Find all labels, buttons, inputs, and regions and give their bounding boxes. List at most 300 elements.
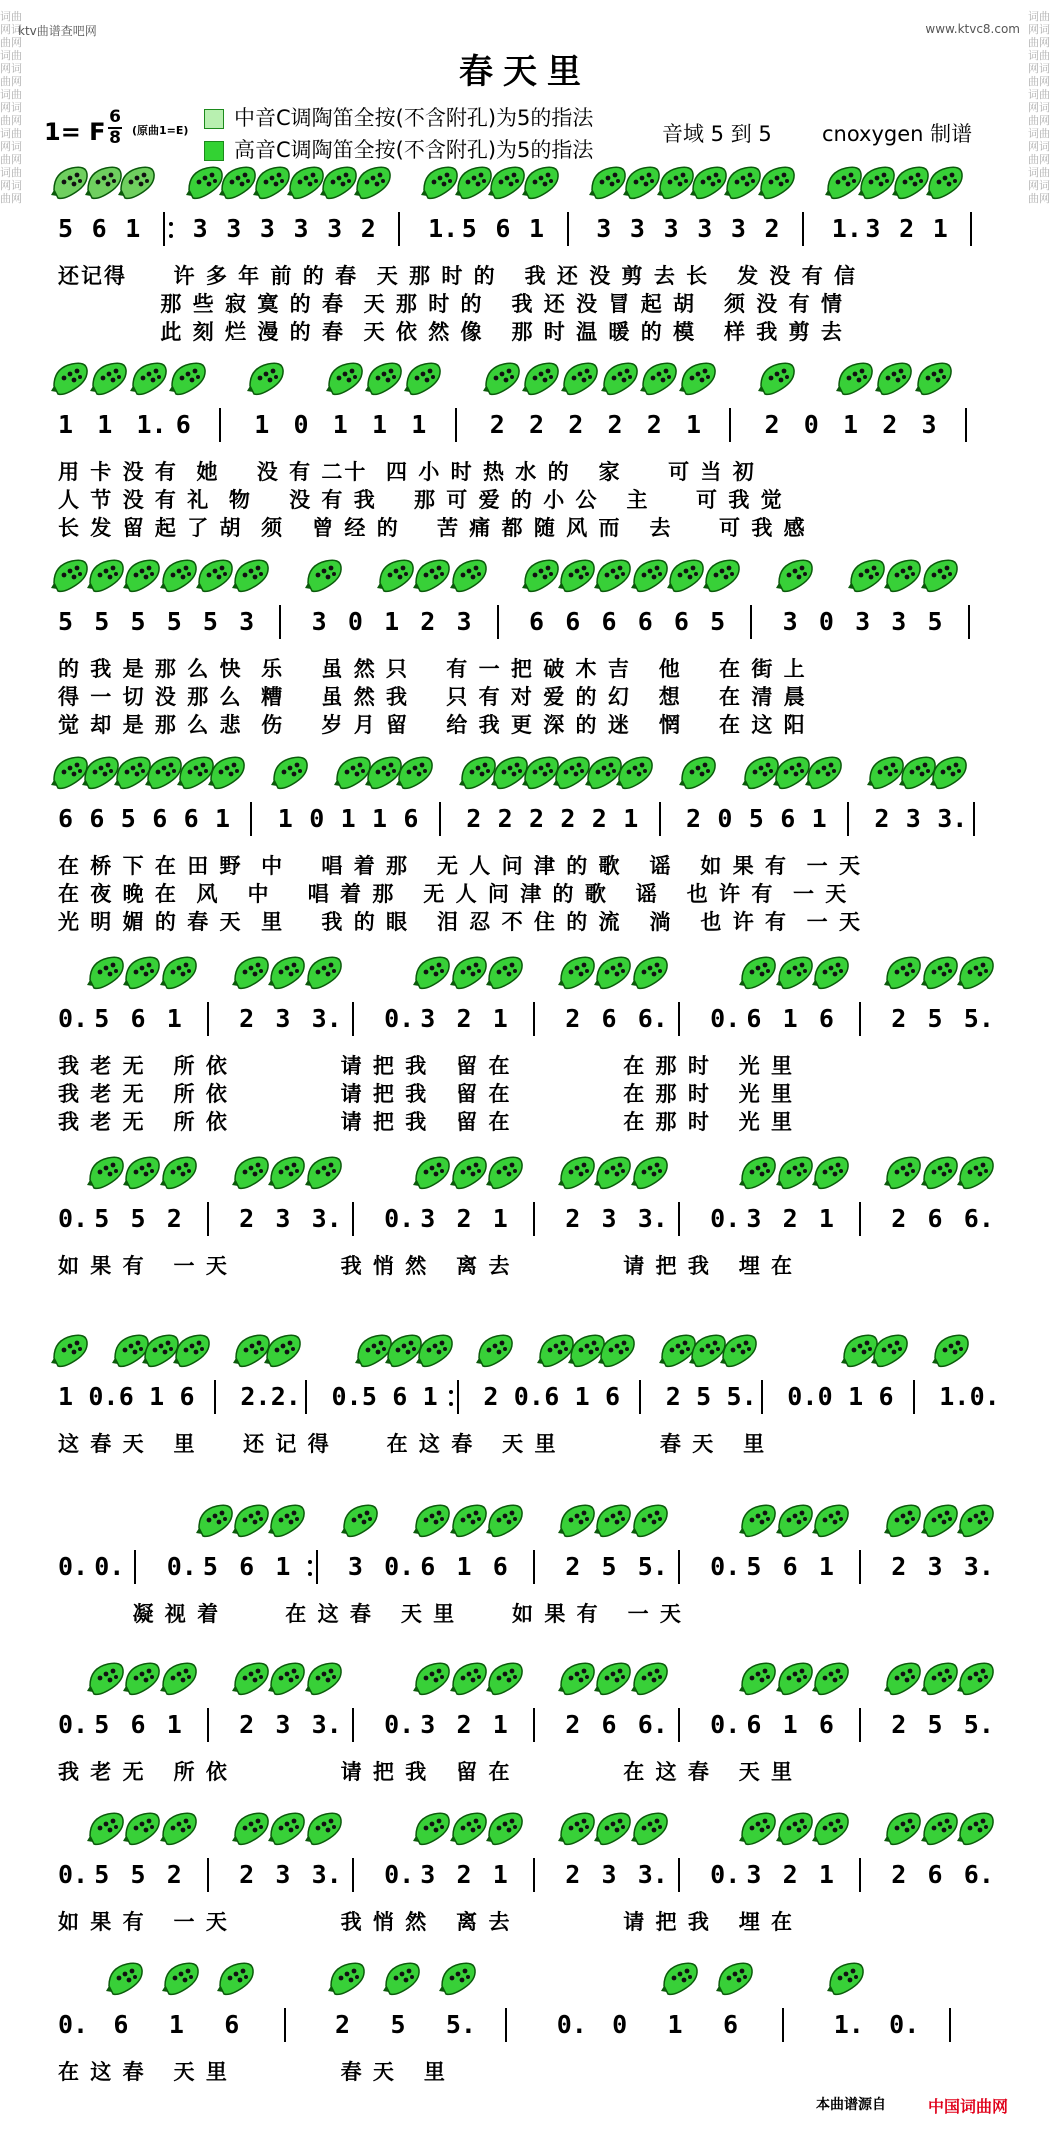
- lyric-line: 在 桥 下 在 田 野 中 唱 着 那 无 人 问 津 的 歌 谣 如 果 有 一 天: [58, 854, 862, 878]
- footer-source: 本曲谱源自: [816, 2097, 886, 2113]
- ocarina-fingering-icon: [267, 1808, 307, 1852]
- note-number: 1: [686, 410, 702, 439]
- note-number: 3: [629, 214, 645, 243]
- ocarina-fingering-icon: [826, 1958, 866, 2002]
- ocarina-fingering-icon: [560, 358, 600, 402]
- lyric-line: 我 老 无 所 依 请 把 我 留 在 在 那 时 光 里: [58, 1054, 795, 1078]
- ocarina-fingering-icon: [364, 358, 404, 402]
- note-number: 5: [601, 1552, 617, 1581]
- ocarina-fingering-icon: [267, 1500, 307, 1544]
- ocarina-fingering-icon: [593, 555, 633, 599]
- lyric-line: 我 老 无 所 依 请 把 我 留 在 在 那 时 光 里: [58, 1110, 795, 1134]
- note-number: 6: [392, 1382, 408, 1411]
- note-number: 1: [372, 410, 388, 439]
- bar-line: [457, 1380, 459, 1414]
- lyric-line: 觉 却 是 那 么 悲 伤 岁 月 留 给 我 更 深 的 迷 惘 在 这 阳: [58, 713, 807, 737]
- note-number: 0.: [556, 2010, 587, 2039]
- note-number: 1.: [939, 1382, 970, 1411]
- note-number: 5: [390, 2010, 406, 2039]
- ocarina-fingering-icon: [775, 555, 815, 599]
- note-number: 1: [254, 410, 270, 439]
- ocarina-fingering-icon: [956, 1808, 996, 1852]
- note-number: 0: [293, 410, 309, 439]
- note-number: 5: [166, 607, 182, 636]
- lyric-line: 光 明 媚 的 春 天 里 我 的 眼 泪 忍 不 住 的 流 淌 也 许 有 一 天: [58, 910, 862, 934]
- note-number: 0.: [58, 1710, 89, 1739]
- legend-green-swatch: [204, 141, 224, 161]
- note-number: 6: [601, 1004, 617, 1033]
- ocarina-fingering-icon: [122, 1658, 162, 1702]
- note-number: 5: [94, 1860, 110, 1889]
- note-number: 5: [58, 607, 74, 636]
- note-number: 2: [529, 410, 545, 439]
- ocarina-fingering-icon: [920, 952, 960, 996]
- note-number: 6.: [963, 1204, 994, 1233]
- ocarina-fingering-icon: [412, 1808, 452, 1852]
- note-number: 5: [710, 607, 726, 636]
- note-number: 6: [544, 1382, 560, 1411]
- ocarina-fingering-icon: [412, 555, 452, 599]
- author-credit: cnoxygen 制谱: [822, 122, 973, 146]
- note-number: 3: [226, 214, 242, 243]
- bar-line: [949, 2008, 951, 2042]
- note-number: 5: [927, 1710, 943, 1739]
- note-number: 2: [239, 1710, 255, 1739]
- lyric-line: 的 我 是 那 么 快 乐 虽 然 只 有 一 把 破 木 吉 他 在 街 上: [58, 657, 807, 681]
- note-number: 6: [927, 1860, 943, 1889]
- note-number: 0.: [331, 1382, 362, 1411]
- bar-line: [678, 1002, 680, 1036]
- note-number: 3: [730, 214, 746, 243]
- note-range: 音域 5 到 5: [662, 122, 772, 146]
- note-number: 3: [782, 607, 798, 636]
- note-number: 6: [780, 804, 796, 833]
- note-number: 2: [591, 804, 607, 833]
- ocarina-fingering-icon: [231, 1658, 271, 1702]
- note-number: 2: [686, 804, 702, 833]
- note-number: 1: [843, 410, 859, 439]
- note-number: 0: [309, 804, 325, 833]
- note-number: 1: [215, 804, 231, 833]
- note-number: 3: [601, 1204, 617, 1233]
- ocarina-fingering-icon: [920, 1658, 960, 1702]
- note-number: 1: [125, 214, 141, 243]
- note-number: 0.: [787, 1382, 818, 1411]
- bar-line: [750, 605, 752, 639]
- lyric-line: 用 卡 没 有 她 没 有 二十 四 小 时 热 水 的 家 可 当 初: [58, 460, 756, 484]
- bar-line: [398, 212, 400, 246]
- note-number: 2: [782, 1204, 798, 1233]
- note-number: 2: [497, 804, 513, 833]
- ocarina-fingering-icon: [920, 1500, 960, 1544]
- note-number: 1: [58, 410, 74, 439]
- ocarina-fingering-icon: [775, 952, 815, 996]
- note-number: 5.: [726, 1382, 757, 1411]
- note-number: 1: [782, 1004, 798, 1033]
- note-number: 6: [175, 410, 191, 439]
- note-number: 0: [817, 1382, 833, 1411]
- note-number: 2: [764, 214, 780, 243]
- note-number: 6: [130, 1004, 146, 1033]
- ocarina-fingering-icon: [883, 1152, 923, 1196]
- note-number: 3: [327, 214, 343, 243]
- note-number: 6: [58, 804, 74, 833]
- note-number: 2: [891, 1710, 907, 1739]
- ocarina-fingering-icon: [557, 952, 597, 996]
- ocarina-fingering-icon: [738, 1808, 778, 1852]
- note-number: 6.: [963, 1860, 994, 1889]
- ocarina-fingering-icon: [122, 1808, 162, 1852]
- ocarina-fingering-icon: [304, 1658, 344, 1702]
- note-number: 1: [166, 1004, 182, 1033]
- ocarina-fingering-icon: [811, 952, 851, 996]
- site-label-right: www.ktvc8.com: [925, 22, 1020, 36]
- ocarina-fingering-icon: [630, 1658, 670, 1702]
- original-key: (原曲1=E): [132, 124, 189, 137]
- bar-line: [859, 1202, 861, 1236]
- bar-line: [219, 408, 221, 442]
- bar-line: [284, 2008, 286, 2042]
- ocarina-fingering-icon: [412, 1658, 452, 1702]
- note-number: 1: [492, 1204, 508, 1233]
- ocarina-fingering-icon: [159, 952, 199, 996]
- note-number: 1: [623, 804, 639, 833]
- ocarina-fingering-icon: [593, 1152, 633, 1196]
- ocarina-fingering-icon: [870, 1330, 910, 1374]
- note-number: 6: [722, 2010, 738, 2039]
- ocarina-fingering-icon: [415, 1330, 455, 1374]
- note-number: 1: [149, 1382, 165, 1411]
- bar-line: [497, 605, 499, 639]
- note-number: 3: [601, 1860, 617, 1889]
- ocarina-fingering-icon: [122, 1152, 162, 1196]
- note-number: 0.: [513, 1382, 544, 1411]
- note-number: 5.: [637, 1552, 668, 1581]
- ocarina-fingering-icon: [593, 952, 633, 996]
- note-number: 0.: [58, 1004, 89, 1033]
- note-number: 2: [560, 804, 576, 833]
- note-number: 6: [878, 1382, 894, 1411]
- note-number: 2: [456, 1004, 472, 1033]
- note-number: 2.: [270, 1382, 301, 1411]
- ocarina-fingering-icon: [775, 1500, 815, 1544]
- note-number: 2.: [240, 1382, 271, 1411]
- note-number: 0.: [58, 2010, 89, 2039]
- note-number: 1: [456, 1552, 472, 1581]
- note-number: 2: [565, 1552, 581, 1581]
- ocarina-fingering-icon: [50, 358, 90, 402]
- bar-line: [250, 802, 252, 836]
- note-number: 1: [422, 1382, 438, 1411]
- bar-line: [782, 2008, 784, 2042]
- note-number: 3: [865, 214, 881, 243]
- time-bottom: 8: [109, 128, 121, 148]
- ocarina-fingering-icon: [883, 1500, 923, 1544]
- note-number: 1: [818, 1204, 834, 1233]
- ocarina-fingering-icon: [630, 1808, 670, 1852]
- note-number: 0.: [710, 1004, 741, 1033]
- ocarina-fingering-icon: [811, 1500, 851, 1544]
- note-number: 2: [239, 1004, 255, 1033]
- note-number: 5: [927, 1004, 943, 1033]
- note-number: 2: [764, 410, 780, 439]
- note-number: 3.: [963, 1552, 994, 1581]
- note-number: 1: [529, 214, 545, 243]
- ocarina-fingering-icon: [738, 952, 778, 996]
- note-number: 6: [118, 1382, 134, 1411]
- note-number: 6: [529, 607, 545, 636]
- ocarina-fingering-icon: [304, 555, 344, 599]
- ocarina-fingering-icon: [159, 1658, 199, 1702]
- ocarina-fingering-icon: [267, 1658, 307, 1702]
- ocarina-fingering-icon: [325, 358, 365, 402]
- note-number: 2: [891, 1860, 907, 1889]
- note-number: 1: [492, 1710, 508, 1739]
- ocarina-fingering-icon: [883, 1658, 923, 1702]
- ocarina-fingering-icon: [956, 1658, 996, 1702]
- note-number: 3: [596, 214, 612, 243]
- note-number: 3.: [637, 1204, 668, 1233]
- ocarina-fingering-icon: [738, 1658, 778, 1702]
- note-number: 1: [277, 804, 293, 833]
- bar-line: [439, 802, 441, 836]
- note-number: 5: [130, 1860, 146, 1889]
- bar-line: [207, 1708, 209, 1742]
- ocarina-fingering-icon: [660, 1958, 700, 2002]
- repeat-dot: [449, 1390, 453, 1394]
- bar-line: [207, 1858, 209, 1892]
- note-number: 2: [565, 1204, 581, 1233]
- bar-line: [163, 212, 165, 246]
- note-number: 1: [372, 804, 388, 833]
- note-number: 3: [420, 1860, 436, 1889]
- ocarina-fingering-icon: [956, 1152, 996, 1196]
- key-signature: 1= F: [44, 118, 106, 146]
- note-number: 5: [748, 804, 764, 833]
- ocarina-fingering-icon: [382, 1958, 422, 2002]
- ocarina-fingering-icon: [521, 555, 561, 599]
- note-number: 5: [94, 1004, 110, 1033]
- repeat-dot: [449, 1402, 453, 1406]
- ocarina-fingering-icon: [438, 1958, 478, 2002]
- note-number: 2: [420, 607, 436, 636]
- note-number: 1: [667, 2010, 683, 2039]
- note-number: 6: [239, 1552, 255, 1581]
- bar-line: [352, 1002, 354, 1036]
- time-signature: [108, 108, 122, 148]
- note-number: 5: [461, 214, 477, 243]
- note-number: 3: [275, 1710, 291, 1739]
- bar-line: [859, 1550, 861, 1584]
- ocarina-fingering-icon: [521, 162, 561, 206]
- note-number: 2: [882, 410, 898, 439]
- ocarina-fingering-icon: [557, 1658, 597, 1702]
- ocarina-fingering-icon: [263, 1330, 303, 1374]
- note-number: 3: [746, 1204, 762, 1233]
- ocarina-fingering-icon: [485, 1658, 525, 1702]
- ocarina-fingering-icon: [122, 555, 162, 599]
- note-number: 3: [239, 607, 255, 636]
- note-number: 6: [601, 1710, 617, 1739]
- note-number: 6: [152, 804, 168, 833]
- bar-line: [968, 605, 970, 639]
- ocarina-fingering-icon: [883, 952, 923, 996]
- note-number: 1: [97, 410, 113, 439]
- note-number: 2: [891, 1004, 907, 1033]
- note-number: 1.: [428, 214, 459, 243]
- note-number: 6: [183, 804, 199, 833]
- note-number: 3: [921, 410, 937, 439]
- note-number: 3.: [311, 1860, 342, 1889]
- ocarina-fingering-icon: [482, 358, 522, 402]
- note-number: 5: [94, 1204, 110, 1233]
- note-number: 3: [293, 214, 309, 243]
- note-number: 1: [411, 410, 427, 439]
- note-number: 3: [855, 607, 871, 636]
- ocarina-fingering-icon: [86, 1808, 126, 1852]
- note-number: 6: [91, 214, 107, 243]
- note-number: 0: [717, 804, 733, 833]
- note-number: 3: [192, 214, 208, 243]
- note-number: 6: [601, 607, 617, 636]
- note-number: 3: [275, 1004, 291, 1033]
- ocarina-fingering-icon: [50, 1330, 90, 1374]
- ocarina-fingering-icon: [304, 952, 344, 996]
- bar-line: [505, 2008, 507, 2042]
- note-number: 2: [565, 1860, 581, 1889]
- ocarina-fingering-icon: [593, 1658, 633, 1702]
- note-number: 6: [927, 1204, 943, 1233]
- ocarina-fingering-icon: [929, 752, 969, 796]
- note-number: 3.: [311, 1710, 342, 1739]
- note-number: 6: [224, 2010, 240, 2039]
- note-number: 5.: [445, 2010, 476, 2039]
- ocarina-fingering-icon: [50, 555, 90, 599]
- site-label-left: ktv曲谱查吧网: [18, 24, 97, 38]
- ocarina-fingering-icon: [557, 1808, 597, 1852]
- note-number: 3: [311, 607, 327, 636]
- ocarina-fingering-icon: [159, 1808, 199, 1852]
- note-number: 5: [746, 1552, 762, 1581]
- bar-line: [729, 408, 731, 442]
- note-number: 6: [746, 1004, 762, 1033]
- bar-line: [533, 1708, 535, 1742]
- note-number: 5: [94, 607, 110, 636]
- ocarina-fingering-icon: [304, 1808, 344, 1852]
- note-number: 1: [818, 1552, 834, 1581]
- note-number: 1: [340, 804, 356, 833]
- lyric-line: 得 一 切 没 那 么 糟 虽 然 我 只 有 对 爱 的 幻 想 在 清 晨: [58, 685, 807, 709]
- bar-line: [305, 1380, 307, 1414]
- note-number: 0.: [710, 1860, 741, 1889]
- time-top: 6: [109, 107, 121, 127]
- ocarina-fingering-icon: [804, 752, 844, 796]
- ocarina-fingering-icon: [129, 358, 169, 402]
- note-number: 1: [848, 1382, 864, 1411]
- ocarina-fingering-icon: [161, 1958, 201, 2002]
- note-number: 5.: [963, 1710, 994, 1739]
- ocarina-fingering-icon: [811, 1152, 851, 1196]
- legend-1: [204, 102, 593, 132]
- lyric-line: 那 些 寂 寞 的 春 天 那 时 的 我 还 没 冒 起 胡 须 没 有 情: [58, 292, 844, 316]
- bar-line: [455, 408, 457, 442]
- ocarina-fingering-icon: [874, 358, 914, 402]
- note-number: 1: [275, 1552, 291, 1581]
- ocarina-fingering-icon: [775, 1658, 815, 1702]
- ocarina-fingering-icon: [738, 1500, 778, 1544]
- ocarina-fingering-icon: [395, 752, 435, 796]
- bar-line: [316, 1550, 318, 1584]
- note-number: 3.: [311, 1004, 342, 1033]
- ocarina-fingering-icon: [412, 1152, 452, 1196]
- note-number: 1: [782, 1710, 798, 1739]
- repeat-dot: [169, 222, 173, 226]
- page-title: 春天里: [459, 52, 591, 92]
- lyric-line: 如 果 有 一 天 我 悄 然 离 去 请 把 我 埋 在: [58, 1254, 795, 1278]
- note-number: 2: [568, 410, 584, 439]
- note-number: 2: [646, 410, 662, 439]
- ocarina-fingering-icon: [86, 555, 126, 599]
- note-number: 3: [275, 1860, 291, 1889]
- ocarina-fingering-icon: [86, 1152, 126, 1196]
- ocarina-fingering-icon: [86, 1658, 126, 1702]
- lyric-line: 还记得 许 多 年 前 的 春 天 那 时 的 我 还 没 剪 去 长 发 没 有 信: [58, 264, 858, 288]
- note-number: 2: [483, 1382, 499, 1411]
- legend-light-green-swatch: [204, 109, 224, 129]
- bar-line: [859, 1858, 861, 1892]
- note-number: 6: [403, 804, 419, 833]
- bar-line: [639, 1380, 641, 1414]
- bar-line: [533, 1202, 535, 1236]
- note-number: 1: [811, 804, 827, 833]
- note-number: 5: [361, 1382, 377, 1411]
- ocarina-fingering-icon: [811, 1808, 851, 1852]
- note-number: 2: [874, 804, 890, 833]
- bar-line: [567, 212, 569, 246]
- ocarina-fingering-icon: [557, 1152, 597, 1196]
- bar-line: [973, 802, 975, 836]
- note-number: 2: [782, 1860, 798, 1889]
- ocarina-fingering-icon: [956, 952, 996, 996]
- ocarina-fingering-icon: [172, 1330, 212, 1374]
- bar-line: [352, 1202, 354, 1236]
- ocarina-fingering-icon: [757, 162, 797, 206]
- note-number: 2: [565, 1004, 581, 1033]
- ocarina-fingering-icon: [353, 162, 393, 206]
- lyric-line: 长 发 留 起 了 胡 须 曾 经 的 苦 痛 都 随 风 而 去 可 我 感: [58, 516, 807, 540]
- footer-site: 中国词曲网: [928, 2097, 1009, 2116]
- ocarina-fingering-icon: [639, 358, 679, 402]
- note-number: 3: [347, 1552, 363, 1581]
- ocarina-fingering-icon: [216, 1958, 256, 2002]
- ocarina-fingering-icon: [678, 752, 718, 796]
- lyric-line: 我 老 无 所 依 请 把 我 留 在 在 那 时 光 里: [58, 1082, 795, 1106]
- ocarina-fingering-icon: [159, 1152, 199, 1196]
- ocarina-fingering-icon: [630, 555, 670, 599]
- ocarina-fingering-icon: [630, 1152, 670, 1196]
- note-number: 5.: [963, 1004, 994, 1033]
- note-number: 2: [239, 1204, 255, 1233]
- ocarina-fingering-icon: [630, 1500, 670, 1544]
- bar-line: [678, 1708, 680, 1742]
- lyric-line: 人 节 没 有 礼 物 没 有 我 那 可 爱 的 小 公 主 可 我 觉: [58, 488, 784, 512]
- ocarina-fingering-icon: [775, 1152, 815, 1196]
- bar-line: [352, 1858, 354, 1892]
- note-number: 6: [818, 1710, 834, 1739]
- ocarina-fingering-icon: [835, 358, 875, 402]
- ocarina-fingering-icon: [195, 1500, 235, 1544]
- ocarina-fingering-icon: [956, 1500, 996, 1544]
